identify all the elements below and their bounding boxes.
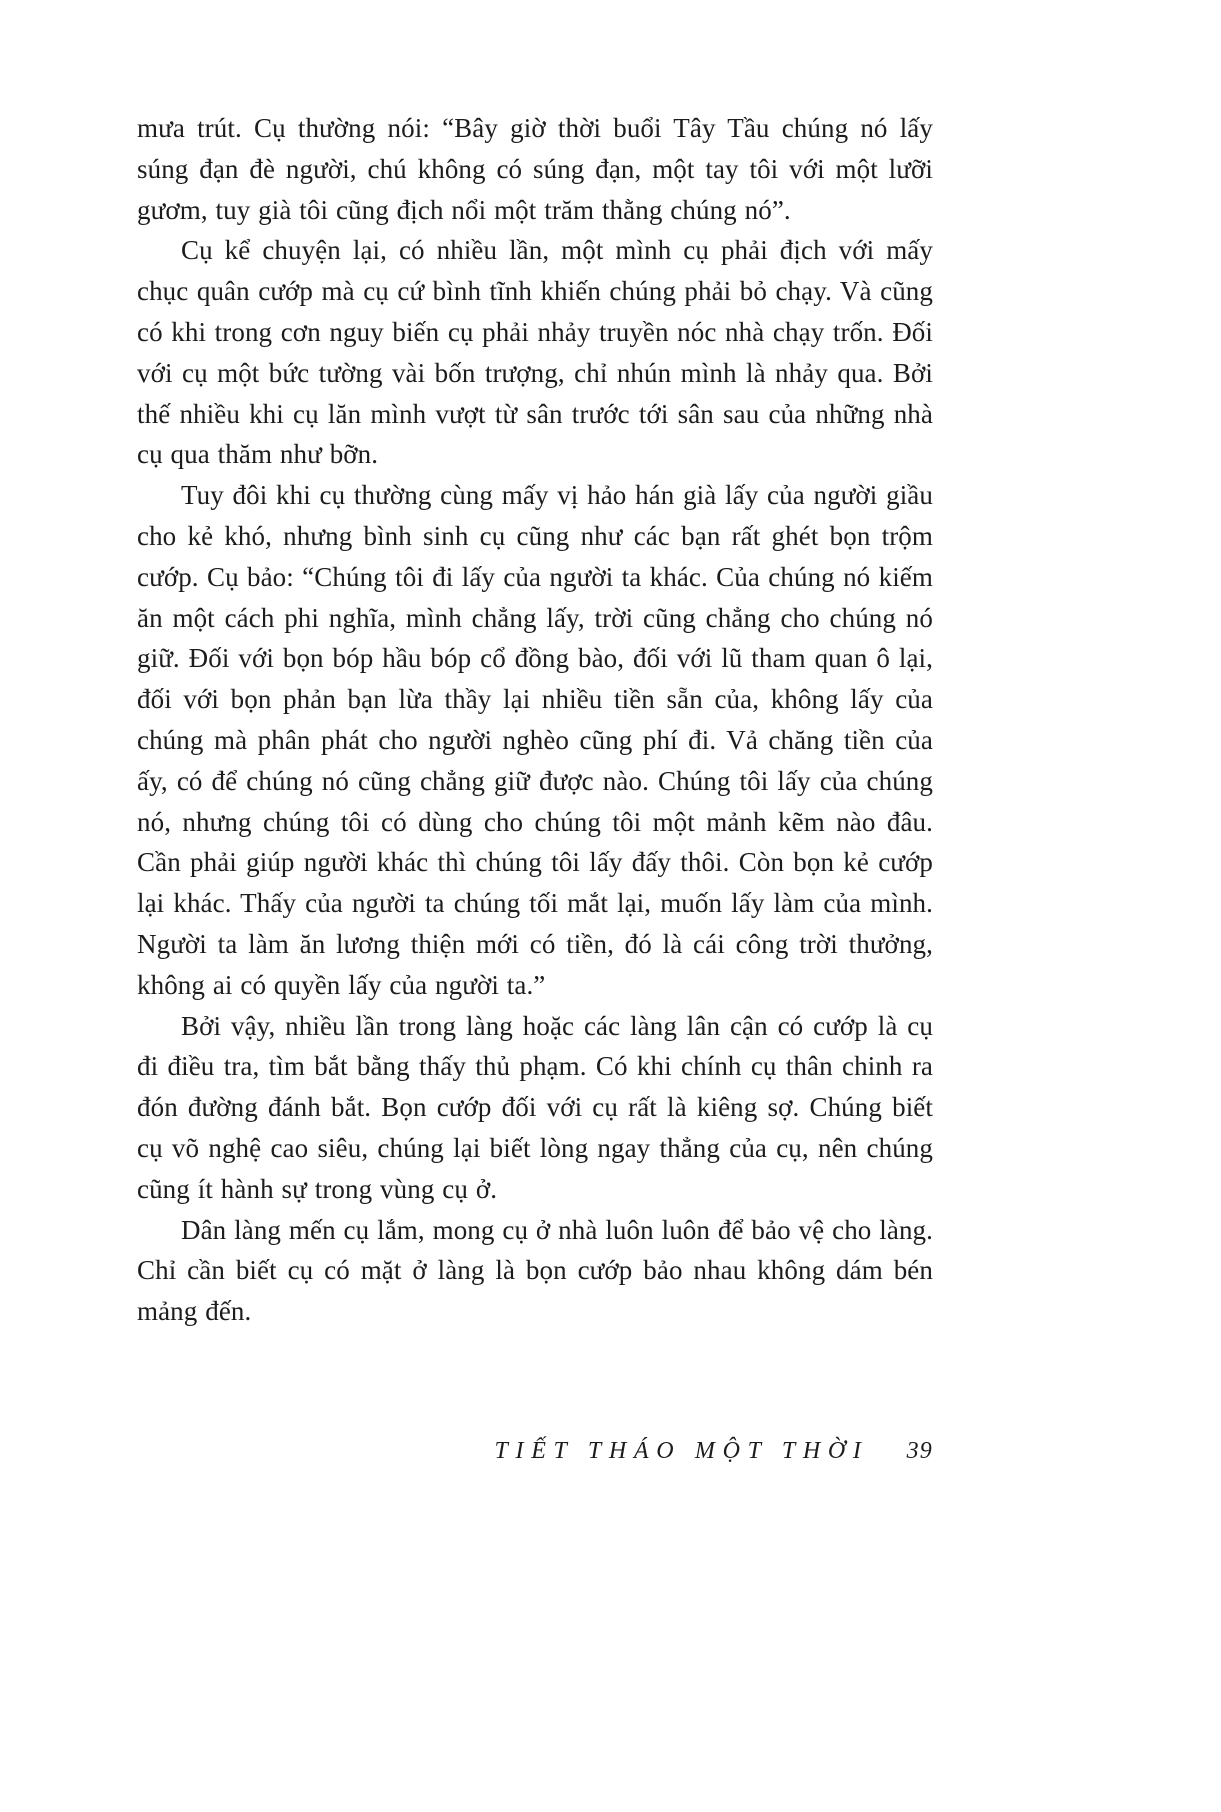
page-number: 39 <box>906 1438 933 1464</box>
paragraph-4: Bởi vậy, nhiều lần trong làng hoặc các làng lân cận có cướp là cụ đi điều tra, tìm bắt bằng thấy thủ phạm. Có khi chính cụ thân chinh ra đón đường đánh bắt. Bọn cướp đối với cụ rất là kiêng sợ. Chúng biết cụ võ nghệ cao siêu, chúng lại biết lòng ngay thẳng của cụ, nên chúng cũng ít hành sự trong vùng cụ ở. <box>137 1010 933 1204</box>
paragraph-5: Dân làng mến cụ lắm, mong cụ ở nhà luôn luôn để bảo vệ cho làng. Chỉ cần biết cụ có mặt ở làng là bọn cướp bảo nhau không dám bén mảng đến. <box>137 1214 933 1327</box>
paragraph-3: Tuy đôi khi cụ thường cùng mấy vị hảo hán già lấy của người giầu cho kẻ khó, nhưng bình sinh cụ cũng như các bạn rất ghét bọn trộm cướp. Cụ bảo: “Chúng tôi đi lấy của người ta khác. Của chúng nó kiếm ăn một cách phi nghĩa, mình chẳng lấy, trời cũng chẳng cho chúng nó giữ. Đối với bọn bóp hầu bóp cổ đồng bào, đối với lũ tham quan ô lại, đối với bọn phản bạn lừa thầy lại nhiều tiền sẵn của, không lấy của chúng mà phân phát cho người nghèo cũng phí đi. Vả chăng tiền của ấy, có để chúng nó cũng chẳng giữ được nào. Chúng tôi lấy của chúng nó, nhưng chúng tôi có dùng cho chúng tôi một mảnh kẽm nào đâu. Cần phải giúp người khác thì chúng tôi lấy đấy thôi. Còn bọn kẻ cướp lại khác. Thấy của người ta chúng tối mắt lại, muốn lấy làm của mình. Người ta làm ăn lương thiện mới có tiền, đó là cái công trời thưởng, không ai có quyền lấy của người ta.” <box>137 480 933 1000</box>
paragraph-1: mưa trút. Cụ thường nói: “Bây giờ thời buổi Tây Tầu chúng nó lấy súng đạn đè người, chú không có súng đạn, một tay tôi với một lưỡi gươm, tuy già tôi cũng địch nổi một trăm thằng chúng nó”. <box>137 113 933 225</box>
running-title: TIẾT THÁO MỘT THỜI <box>494 1438 869 1464</box>
body-text <box>137 108 933 1332</box>
page-footer <box>137 1438 933 1465</box>
paragraph-2: Cụ kể chuyện lại, có nhiều lần, một mình cụ phải địch với mấy chục quân cướp mà cụ cứ bình tĩnh khiến chúng phải bỏ chạy. Và cũng có khi trong cơn nguy biến cụ phải nhảy truyền nóc nhà chạy trốn. Đối với cụ một bức tường vài bốn trượng, chỉ nhún mình là nhảy qua. Bởi thế nhiều khi cụ lăn mình vượt từ sân trước tới sân sau của những nhà cụ qua thăm như bỡn. <box>137 235 933 470</box>
